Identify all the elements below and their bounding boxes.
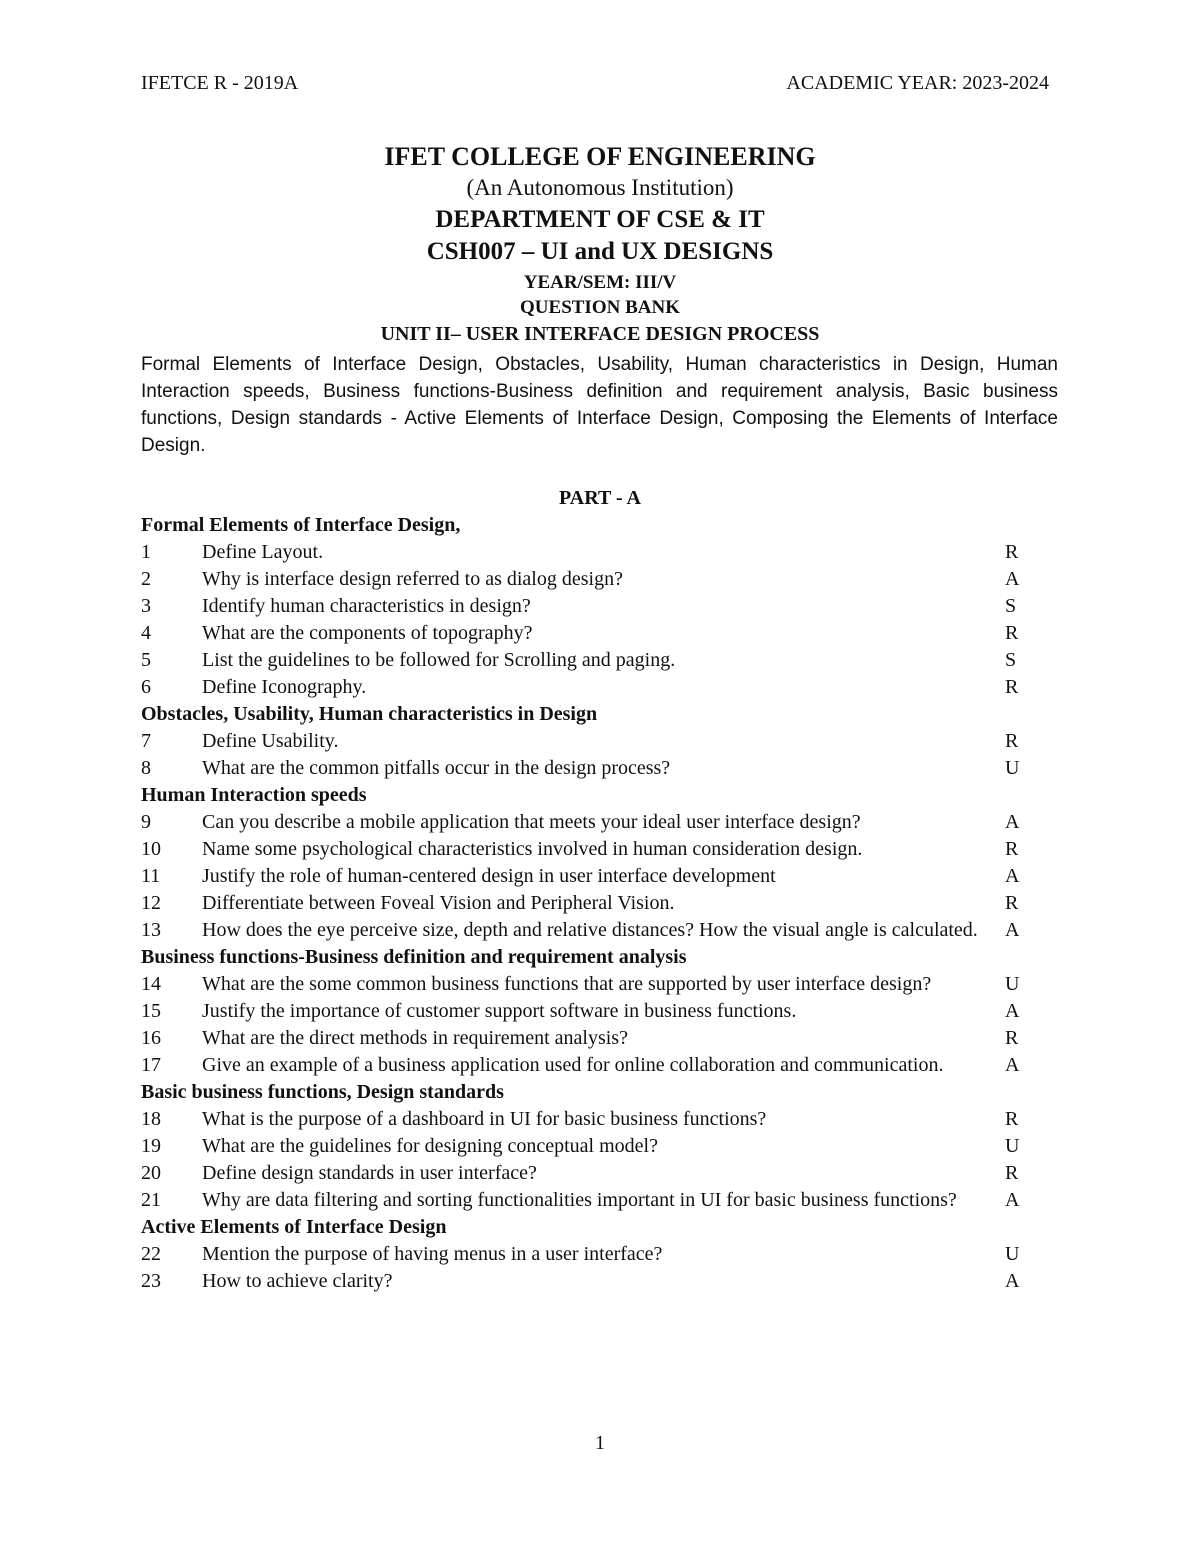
knowledge-level: A <box>1005 919 1020 941</box>
section-heading: Active Elements of Interface Design <box>141 1216 447 1238</box>
question-row <box>141 674 1024 701</box>
question-number: 1 <box>141 541 151 563</box>
question-row <box>141 539 1024 566</box>
knowledge-level: U <box>1005 1135 1020 1157</box>
question-number: 19 <box>141 1135 161 1157</box>
course-title: CSH007 – UI and UX DESIGNS <box>426 238 774 265</box>
section-heading: Formal Elements of Interface Design, <box>141 514 461 536</box>
knowledge-level: R <box>1005 622 1019 644</box>
question-row <box>141 566 1024 593</box>
question-text: What are the components of topography? <box>202 622 533 644</box>
knowledge-level: S <box>1005 595 1017 617</box>
question-text: What are the direct methods in requirement analysis? <box>202 1027 628 1049</box>
question-number: 7 <box>141 730 151 752</box>
knowledge-level: R <box>1005 892 1019 914</box>
question-text: Justify the role of human-centered design in user interface development <box>202 865 776 887</box>
question-number: 13 <box>141 919 161 941</box>
question-number: 21 <box>141 1189 161 1211</box>
question-row <box>141 728 1024 755</box>
knowledge-level: R <box>1005 730 1019 752</box>
knowledge-level: R <box>1005 838 1019 860</box>
question-row <box>141 755 1024 782</box>
question-number: 10 <box>141 838 161 860</box>
knowledge-level: U <box>1005 757 1020 779</box>
question-number: 2 <box>141 568 151 590</box>
question-number: 20 <box>141 1162 161 1184</box>
knowledge-level: S <box>1005 649 1017 671</box>
part-heading: PART - A <box>559 487 641 509</box>
question-number: 3 <box>141 595 151 617</box>
question-number: 6 <box>141 676 151 698</box>
department-name: DEPARTMENT OF CSE & IT <box>435 206 765 233</box>
question-row <box>141 1133 1024 1160</box>
knowledge-level: A <box>1005 1189 1020 1211</box>
knowledge-level: R <box>1005 1162 1019 1184</box>
knowledge-level: A <box>1005 1000 1020 1022</box>
question-text: Differentiate between Foveal Vision and Peripheral Vision. <box>202 892 675 914</box>
question-row <box>141 917 1024 944</box>
knowledge-level: A <box>1005 811 1020 833</box>
question-number: 23 <box>141 1270 161 1292</box>
section-heading: Obstacles, Usability, Human characteristics in Design <box>141 703 598 725</box>
question-text: Define Usability. <box>202 730 339 752</box>
question-text: Define design standards in user interface? <box>202 1162 537 1184</box>
question-text: Give an example of a business application used for online collaboration and communication. <box>202 1054 944 1076</box>
unit-title: UNIT II– USER INTERFACE DESIGN PROCESS <box>380 323 820 345</box>
question-text: Mention the purpose of having menus in a user interface? <box>202 1243 663 1265</box>
question-number: 12 <box>141 892 161 914</box>
question-text: What are the common pitfalls occur in the design process? <box>202 757 671 779</box>
question-row <box>141 1160 1024 1187</box>
question-number: 14 <box>141 973 161 995</box>
question-number: 15 <box>141 1000 161 1022</box>
question-row <box>141 971 1024 998</box>
knowledge-level: A <box>1005 568 1020 590</box>
question-text: What is the purpose of a dashboard in UI for basic business functions? <box>202 1108 767 1130</box>
section-heading: Basic business functions, Design standards <box>141 1081 504 1103</box>
question-row <box>141 863 1024 890</box>
knowledge-level: A <box>1005 1054 1020 1076</box>
section-heading: Business functions-Business definition and requirement analysis <box>141 946 687 968</box>
question-row <box>141 1268 1024 1295</box>
question-number: 5 <box>141 649 151 671</box>
question-text: List the guidelines to be followed for Scrolling and paging. <box>202 649 676 671</box>
knowledge-level: R <box>1005 676 1019 698</box>
question-number: 9 <box>141 811 151 833</box>
year-semester: YEAR/SEM: III/V <box>523 272 677 293</box>
question-row <box>141 809 1024 836</box>
question-text: What are the guidelines for designing conceptual model? <box>202 1135 658 1157</box>
question-text: Justify the importance of customer support software in business functions. <box>202 1000 797 1022</box>
knowledge-level: A <box>1005 1270 1020 1292</box>
question-text: What are the some common business functions that are supported by user interface design? <box>202 973 932 995</box>
question-text: Why are data filtering and sorting functionalities important in UI for basic business functions? <box>202 1189 957 1211</box>
question-row <box>141 1025 1024 1052</box>
section-heading: Human Interaction speeds <box>141 784 367 806</box>
question-text: Define Layout. <box>202 541 324 563</box>
header-academic-year: ACADEMIC YEAR: 2023-2024 <box>786 72 1049 94</box>
question-row <box>141 836 1024 863</box>
question-row <box>141 1187 1024 1214</box>
question-row <box>141 620 1024 647</box>
institution-subtitle: (An Autonomous Institution) <box>466 175 734 200</box>
question-number: 16 <box>141 1027 161 1049</box>
knowledge-level: R <box>1005 1108 1019 1130</box>
question-row <box>141 890 1024 917</box>
question-number: 18 <box>141 1108 161 1130</box>
question-number: 4 <box>141 622 151 644</box>
college-name: IFET COLLEGE OF ENGINEERING <box>384 142 816 171</box>
question-text: How to achieve clarity? <box>202 1270 393 1292</box>
document-type: QUESTION BANK <box>520 297 680 318</box>
question-text: Identify human characteristics in design? <box>202 595 531 617</box>
question-number: 11 <box>141 865 161 887</box>
knowledge-level: U <box>1005 973 1020 995</box>
question-row <box>141 1241 1024 1268</box>
knowledge-level: R <box>1005 1027 1019 1049</box>
knowledge-level: R <box>1005 541 1019 563</box>
knowledge-level: U <box>1005 1243 1020 1265</box>
question-text: Can you describe a mobile application that meets your ideal user interface design? <box>202 811 861 833</box>
header-regulation: IFETCE R - 2019A <box>141 72 299 94</box>
question-text: Why is interface design referred to as dialog design? <box>202 568 623 590</box>
question-number: 22 <box>141 1243 161 1265</box>
question-text: Name some psychological characteristics involved in human consideration design. <box>202 838 863 860</box>
knowledge-level: A <box>1005 865 1020 887</box>
question-text: How does the eye perceive size, depth and relative distances? How the visual angle is calculated. <box>202 919 978 941</box>
question-row <box>141 998 1024 1025</box>
question-list <box>141 512 1024 1295</box>
page-number: 1 <box>595 1432 605 1454</box>
question-row <box>141 647 1024 674</box>
question-number: 17 <box>141 1054 161 1076</box>
question-row <box>141 1052 1024 1079</box>
question-text: Define Iconography. <box>202 676 367 698</box>
question-row <box>141 593 1024 620</box>
syllabus-paragraph: Formal Elements of Interface Design, Obstacles, Usability, Human characteristics in Design, Human Interaction speeds, Business functions-Business definition and requirement analysis, Basic business functions, Design standards - Active Elements of Interface Design, Composing the Elements of Interface Design. <box>141 354 1058 456</box>
question-number: 8 <box>141 757 151 779</box>
question-row <box>141 1106 1024 1133</box>
